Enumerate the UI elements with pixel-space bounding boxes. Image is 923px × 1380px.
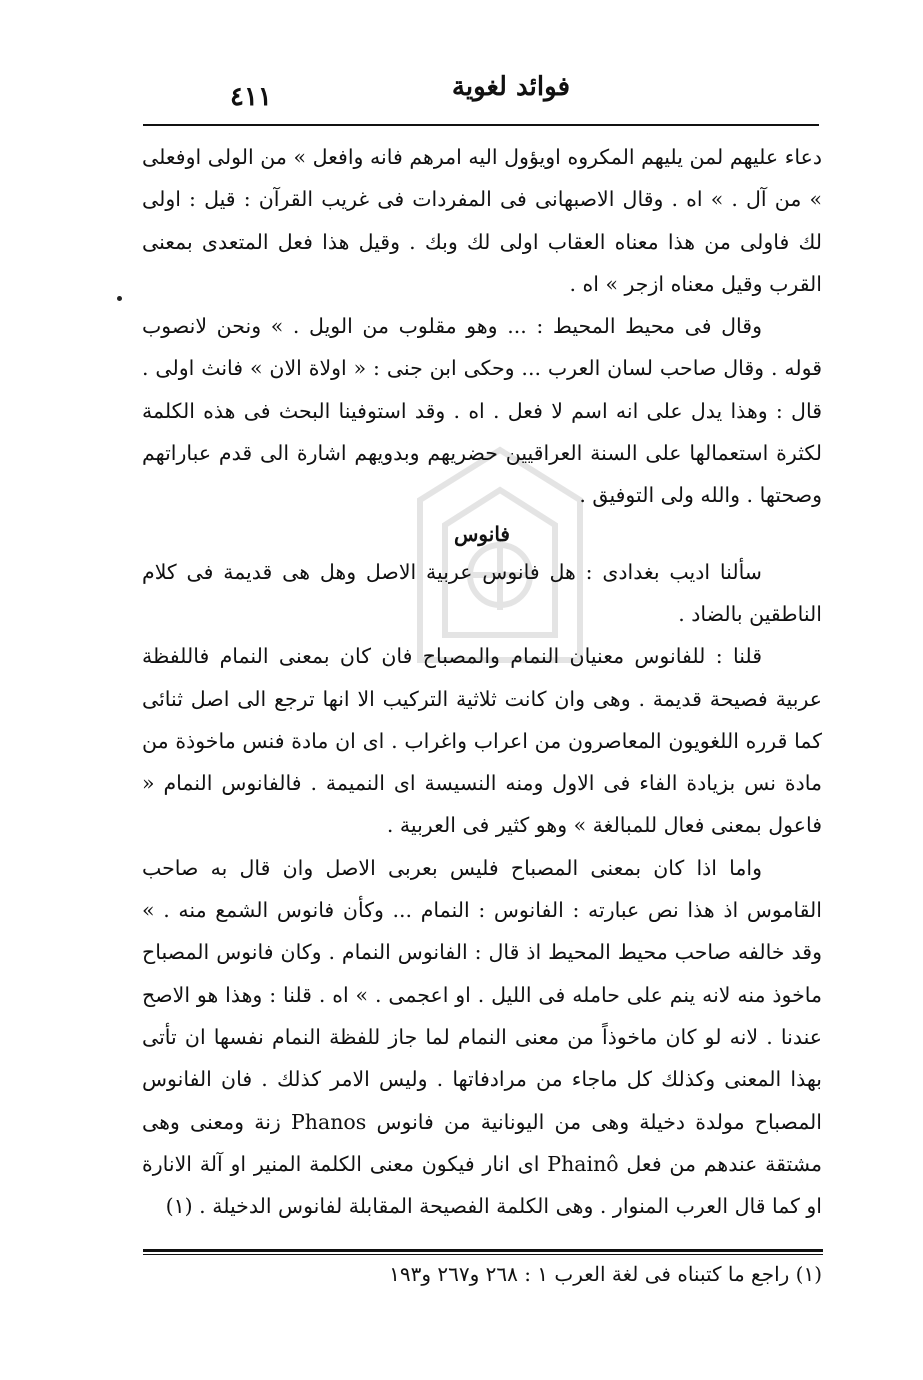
ink-speck: [117, 296, 122, 301]
paragraph-5: واما اذا كان بمعنى المصباح فليس بعربى الاصل وان قال به صاحب القاموس اذ هذا نص عبارته : الفانوس : النمام ... وكأن فانوس الشمع منه . » وقد خالفه صاحب محيط المحيط اذ قال : الفانوس النمام . وكان فانوس المصباح ماخوذ منه لانه ينم على حامله فى الليل . او اعجمى . » اه . قلنا : وهذا هو الاصح عندنا . لانه لو كان ماخوذاً من معنى النمام لما جاز للفظة النمام نفسها ان تأتى بهذا المعنى وكذلك كل ماجاء من مرادفاتها . وليس الامر كذلك . فان الفانوس المصباح مولدة دخيلة وهى من اليونانية من فانوس Phanos زنة ومعنى وهى مشتقة عندهم من فعل Phainô اى انار فيكون معنى الكلمة المنير او آلة الانارة او كما قال العرب المنوار . وهى الكلمة الفصيحة المقابلة لفانوس الدخيلة . (١): [142, 855, 822, 1219]
header-rule: [143, 124, 819, 126]
footnote-rule: [143, 1249, 823, 1252]
running-title: فوائد لغوية: [451, 72, 570, 102]
footnote: (١) راجع ما كتبناه فى لغة العرب ١ : ٢٦٨ و٢٦٧ و١٩٣: [389, 1262, 822, 1286]
body-text: [142, 136, 822, 1227]
paragraph-2: وقال فى محيط المحيط : ... وهو مقلوب من الويل . » ونحن لانصوب قوله . وقال صاحب لسان العرب ... وحكى ابن جنى : « اولاة الان » فانث اولى . قال : وهذا يدل على انه اسم لا فعل . اه . وقد استوفينا البحث فى هذه الكلمة لكثرة استعمالها على السنة العراقيين حضريهم وبدويهم اشارة الى قدم عباراتهم وصحتها . والله ولى التوفيق .: [142, 314, 822, 508]
page-header: [140, 60, 820, 126]
paragraph-4: قلنا : للفانوس معنيان النمام والمصباح فان كان بمعنى النمام فاللفظة عربية فصيحة قديمة . وهى وان كانت ثلاثية التركيب الا انها ترجع الى اصل ثنائى كما قرره اللغويون المعاصرون من اعراب واغراب . اى ان مادة فنس ماخوذة من مادة نس بزيادة الفاء فى الاول ومنه النسيسة اى النميمة . فالفانوس النمام « فاعول بمعنى فعال للمبالغة » وهو كثير فى العربية .: [142, 644, 822, 838]
page-number: ٤١١: [230, 82, 272, 112]
footnote-rule-thin: [143, 1254, 823, 1255]
paragraph-1: دعاء عليهم لمن يليهم المكروه اويؤول اليه امرهم فانه وافعل » من الولى اوفعلى » من آل . » اه . وقال الاصبهانى فى المفردات فى غريب القرآن : قيل : اولى لك فاولى من هذا معناه العقاب اولى لك وبك . وقيل هذا فعل المتعدى بمعنى القرب وقيل معناه ازجر » اه .: [142, 145, 822, 296]
paragraph-3: سألنا اديب بغدادى : هل فانوس عربية الاصل وهل هى قديمة فى كلام الناطقين بالضاد .: [142, 559, 822, 626]
section-heading: فانوس: [454, 521, 510, 546]
